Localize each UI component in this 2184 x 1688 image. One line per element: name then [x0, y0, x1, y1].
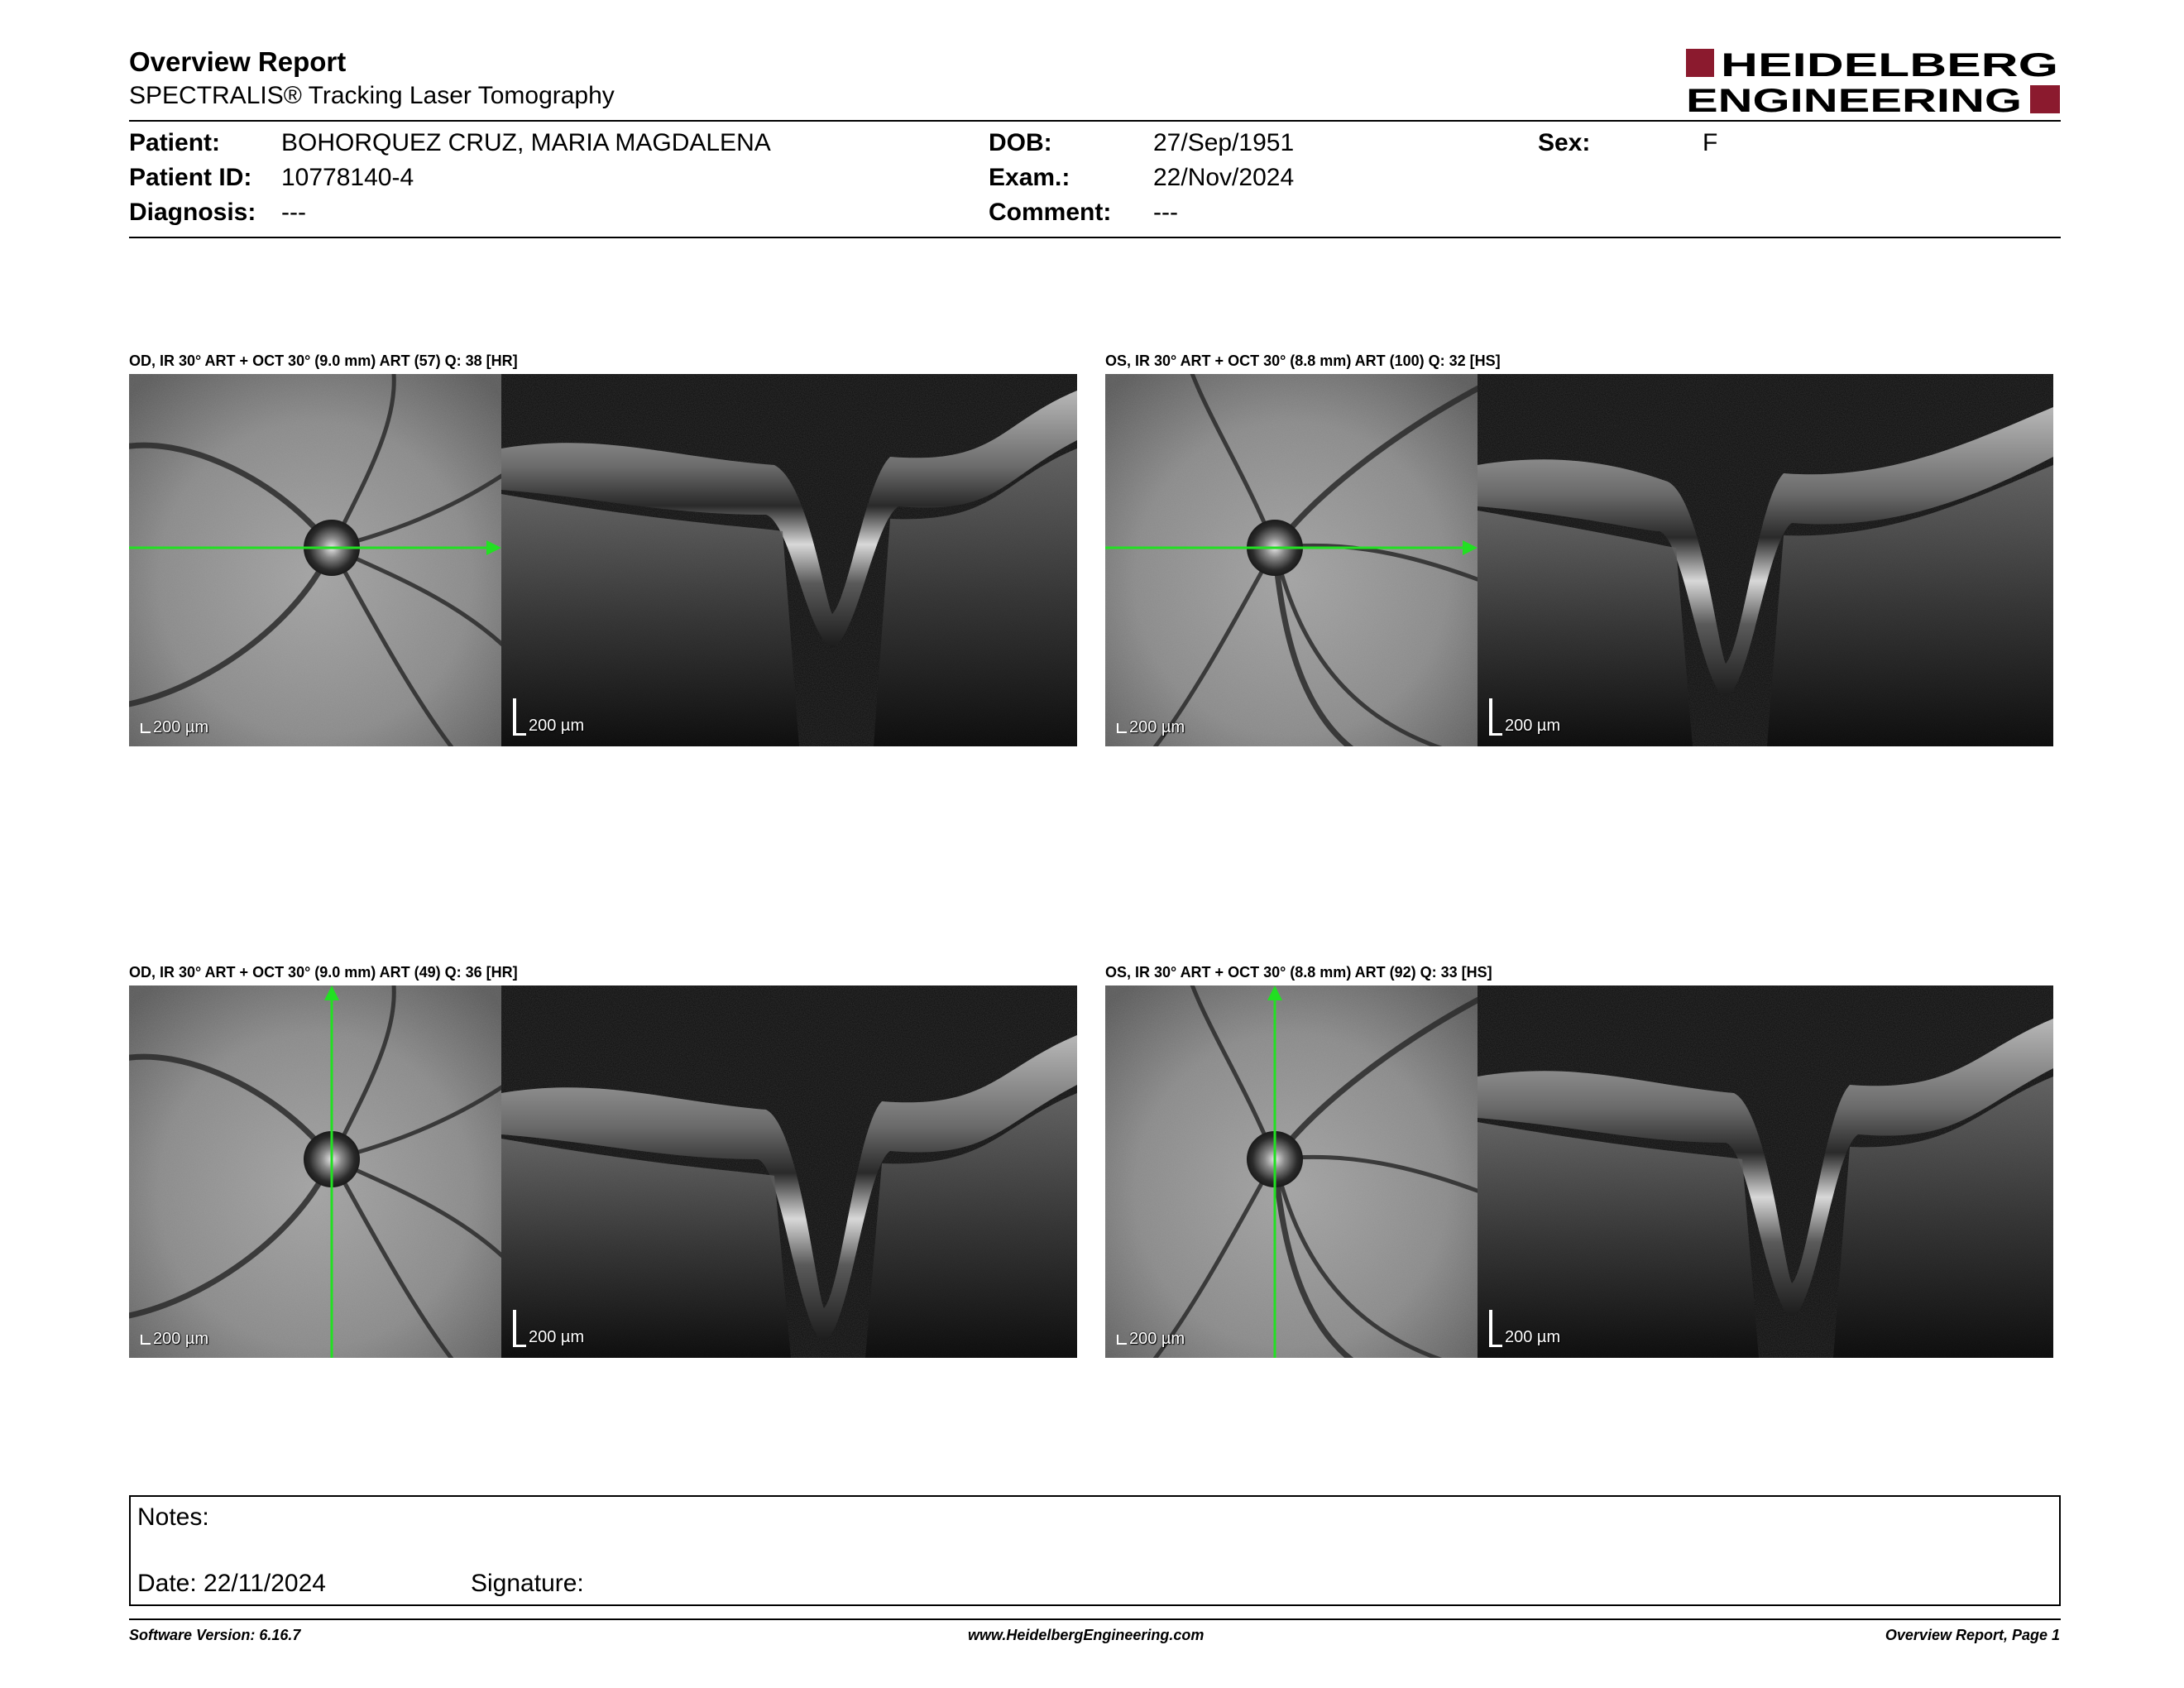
report-title: Overview Report: [129, 46, 347, 77]
ir-fundus-image: [1105, 985, 1478, 1358]
scan-title: OS, IR 30° ART + OCT 30° (8.8 mm) ART (100) Q: 32 [HS]: [1105, 352, 1501, 369]
oct-scale-label: 200 µm: [1505, 1328, 1561, 1346]
oct-scale-bar: [1489, 698, 1560, 736]
ir-scale-label: 200 µm: [1129, 1330, 1185, 1348]
scan-title: OD, IR 30° ART + OCT 30° (9.0 mm) ART (49) Q: 36 [HR]: [129, 964, 518, 981]
patient-id: 10778140-4: [281, 164, 414, 191]
oct-bscan-image: [1478, 985, 2053, 1358]
ir-scale-bar: [141, 718, 208, 737]
notes-label: Notes:: [137, 1503, 209, 1531]
scan-title: OD, IR 30° ART + OCT 30° (9.0 mm) ART (57) Q: 38 [HR]: [129, 352, 518, 369]
diagnosis-label: Diagnosis:: [129, 199, 256, 226]
header-rule: [129, 120, 2061, 122]
patient-rule: [129, 237, 2061, 238]
comment-label: Comment:: [989, 199, 1112, 226]
ir-scale-bar: [141, 1330, 208, 1349]
oct-scale-bar: [1489, 1310, 1560, 1347]
report-subtitle: SPECTRALIS® Tracking Laser Tomography: [129, 82, 615, 109]
ir-fundus-image: [1105, 374, 1478, 746]
ir-scale-label: 200 µm: [153, 718, 209, 736]
footer-rule: [129, 1618, 2061, 1620]
comment-value: ---: [1153, 199, 1178, 226]
ir-scale-bar: [1117, 1330, 1185, 1349]
software-version: Software Version: 6.16.7: [129, 1627, 301, 1643]
patient-label: Patient:: [129, 129, 221, 156]
ir-scale-bar: [1117, 718, 1185, 737]
logo-line1: HEIDELBERG: [1721, 47, 2058, 84]
patient-name: BOHORQUEZ CRUZ, MARIA MAGDALENA: [281, 129, 771, 156]
oct-bscan-image: [501, 374, 1077, 746]
notes-box: [129, 1495, 2061, 1606]
date-label: Date: 22/11/2024: [137, 1570, 326, 1597]
diagnosis-value: ---: [281, 199, 306, 226]
exam-label: Exam.:: [989, 164, 1070, 191]
ir-scale-label: 200 µm: [1129, 718, 1185, 736]
scan-title: OS, IR 30° ART + OCT 30° (8.8 mm) ART (92) Q: 33 [HS]: [1105, 964, 1492, 981]
page-label: Overview Report, Page 1: [1885, 1627, 2060, 1643]
heidelberg-logo: [1686, 47, 2060, 115]
logo-line2: ENGINEERING: [1686, 83, 2022, 115]
ir-fundus-image: [129, 374, 501, 746]
website-link[interactable]: www.HeidelbergEngineering.com: [968, 1627, 1205, 1643]
exam-value: 22/Nov/2024: [1153, 164, 1295, 191]
ir-scale-label: 200 µm: [153, 1330, 209, 1348]
oct-scale-bar: [513, 1310, 584, 1347]
oct-scale-label: 200 µm: [529, 717, 585, 735]
oct-bscan-image: [501, 985, 1077, 1358]
dob-label: DOB:: [989, 129, 1052, 156]
sex-label: Sex:: [1538, 129, 1591, 156]
patient-id-label: Patient ID:: [129, 164, 252, 191]
sex-value: F: [1703, 129, 1718, 156]
ir-fundus-image: [129, 985, 501, 1358]
oct-scale-label: 200 µm: [1505, 717, 1561, 735]
dob-value: 27/Sep/1951: [1153, 129, 1295, 156]
oct-scale-bar: [513, 698, 584, 736]
oct-bscan-image: [1478, 374, 2053, 746]
oct-scale-label: 200 µm: [529, 1328, 585, 1346]
signature-label: Signature:: [471, 1570, 584, 1597]
